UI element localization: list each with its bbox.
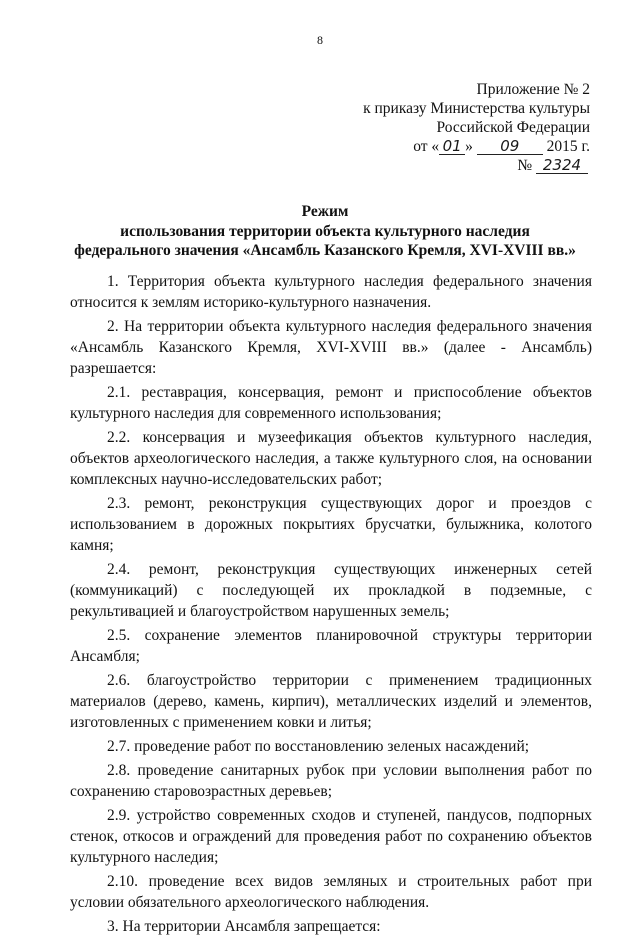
- appendix-title: Приложение № 2: [476, 81, 590, 98]
- paragraph-2-2: 2.2. консервация и музеефикация объектов культурного наследия, объектов археологического наследия, а также культурного слоя, на основании комплексных научно-исследовательских работ;: [70, 429, 592, 488]
- paragraph-2-9: 2.9. устройство современных сходов и ступеней, пандусов, подпорных стенок, откосов и ограждений для проведения работ по сохранению объектов культурного наследия;: [70, 807, 592, 866]
- paragraph-2-7: 2.7. проведение работ по восстановлению зеленых насаждений;: [107, 738, 530, 755]
- paragraph-1: 1. Территория объекта культурного наследия федерального значения относится к землям историко-культурного назначения.: [70, 273, 592, 311]
- order-number-handwritten: 2324: [536, 158, 588, 174]
- number-prefix: №: [517, 157, 533, 174]
- date-year: 2015 г.: [546, 138, 590, 155]
- paragraph-2-5: 2.5. сохранение элементов планировочной структуры территории Ансамбля;: [70, 627, 592, 665]
- document-body: [70, 271, 592, 940]
- date-day-handwritten: 01: [439, 139, 465, 155]
- document-title: [40, 202, 610, 261]
- appendix-order-line: к приказу Министерства культуры: [363, 100, 590, 117]
- appendix-country-line: Российской Федерации: [436, 119, 590, 136]
- paragraph-2-1: 2.1. реставрация, консервация, ремонт и приспособление объектов культурного наследия для современного использования;: [70, 384, 592, 422]
- paragraph-2-6: 2.6. благоустройство территории с применением традиционных материалов (дерево, камень, кирпич), металлических изделий и элементов, изготовленных с применением ковки и литья;: [70, 672, 592, 731]
- paragraph-2: 2. На территории объекта культурного наследия федерального значения «Ансамбль Казанского Кремля, XVI-XVIII вв.» (далее - Ансамбль) разрешается:: [70, 318, 592, 377]
- page-number: 8: [317, 33, 323, 47]
- paragraph-2-3: 2.3. ремонт, реконструкция существующих дорог и проездов с использованием в дорожных покрытиях брусчатки, булыжника, колотого камня;: [70, 495, 592, 554]
- title-line-1: Режим: [301, 203, 349, 220]
- appendix-number-line: [363, 156, 590, 175]
- paragraph-2-8: 2.8. проведение санитарных рубок при условии выполнения работ по сохранению старовозрастных деревьев;: [70, 762, 592, 800]
- date-month-handwritten: 09: [477, 139, 543, 155]
- paragraph-2-10: 2.10. проведение всех видов земляных и строительных работ при условии обязательного археологического наблюдения.: [70, 873, 592, 911]
- date-mid: »: [465, 138, 473, 155]
- title-line-3: федерального значения «Ансамбль Казанского Кремля, XVI-XVIII вв.»: [74, 242, 576, 259]
- paragraph-3: 3. На территории Ансамбля запрещается:: [107, 918, 381, 935]
- date-prefix: от «: [413, 138, 440, 155]
- title-line-2: использования территории объекта культурного наследия: [120, 222, 530, 240]
- paragraph-2-4: 2.4. ремонт, реконструкция существующих инженерных сетей (коммуникаций) с последующей их прокладкой в подземные, с рекультивацией и благоустройством нарушенных земель;: [70, 561, 592, 620]
- appendix-header: [363, 80, 590, 175]
- appendix-date-line: [363, 137, 590, 156]
